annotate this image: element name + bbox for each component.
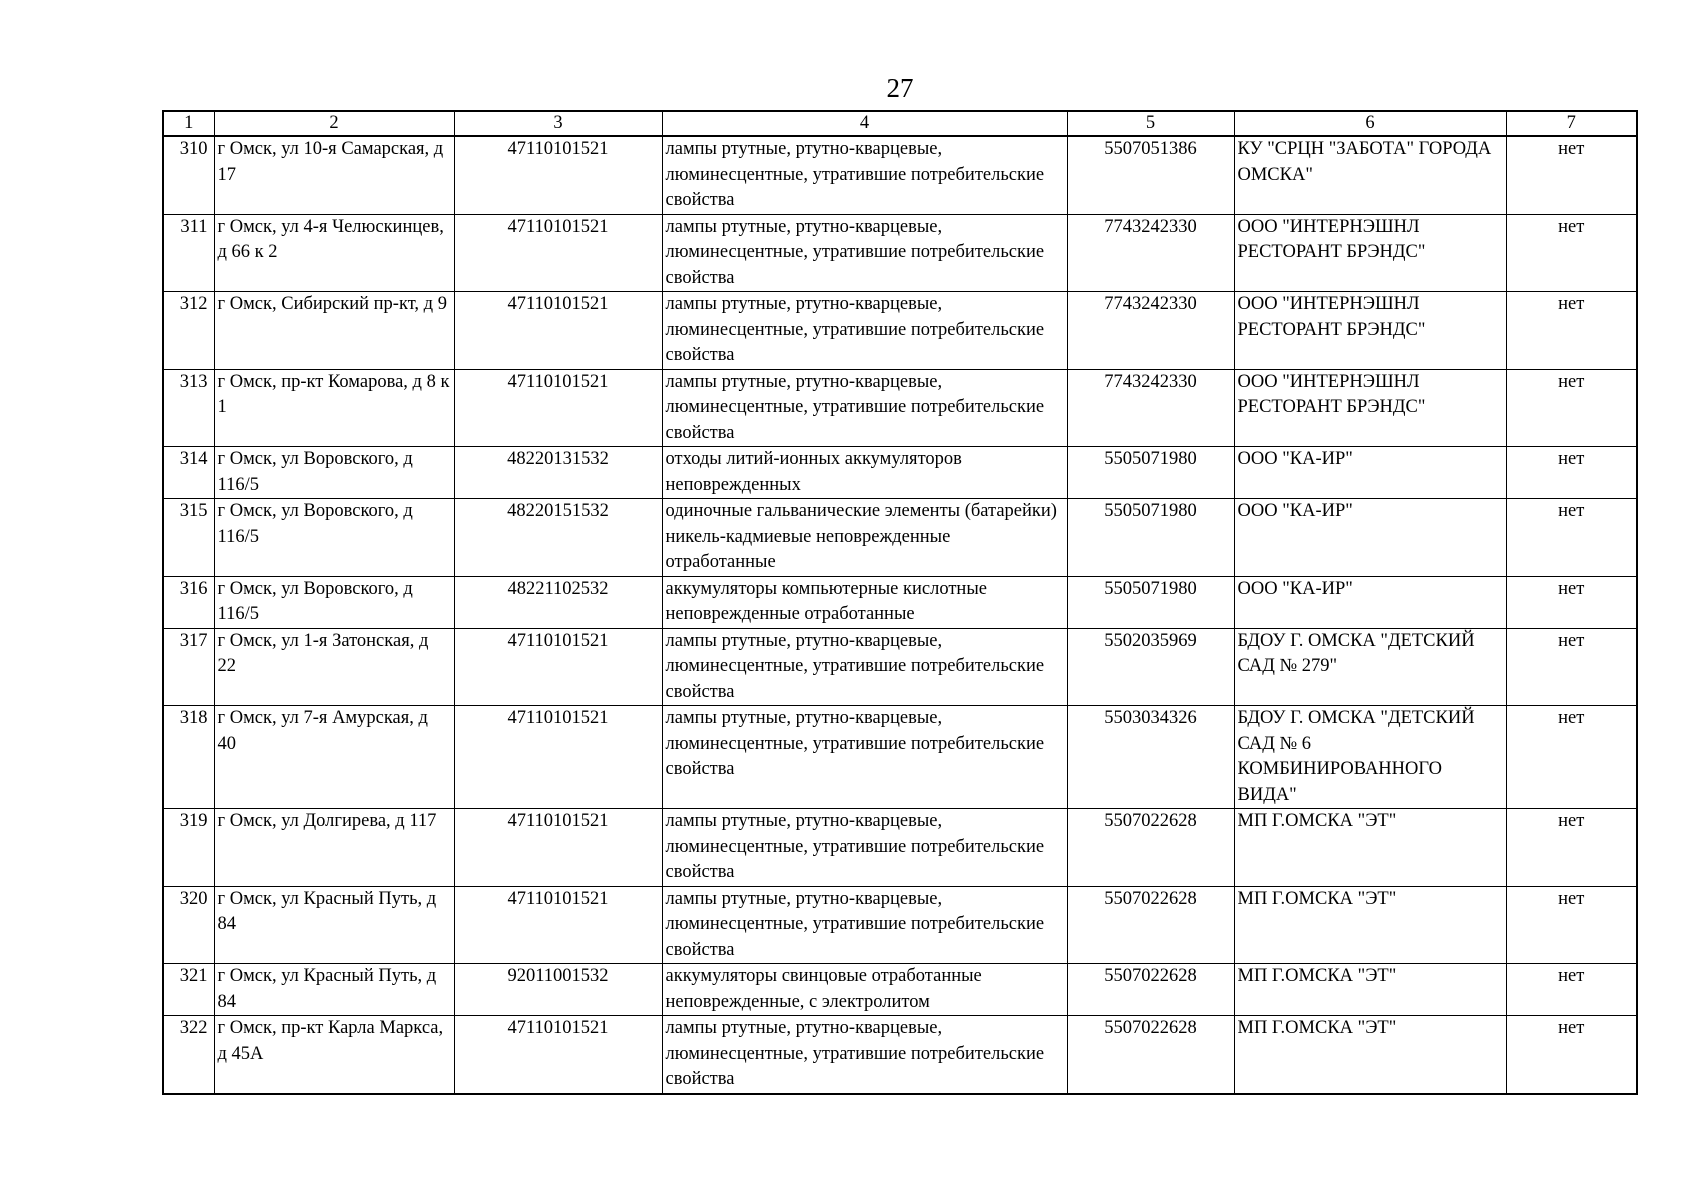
row-number-cell: 311 <box>163 214 214 292</box>
header-cell-5: 5 <box>1067 111 1234 136</box>
address-cell: г Омск, пр-кт Карла Маркса, д 45А <box>214 1016 454 1094</box>
inn-cell: 5503034326 <box>1067 706 1234 809</box>
inn-cell: 5507022628 <box>1067 964 1234 1016</box>
row-number-cell: 318 <box>163 706 214 809</box>
waste-code-cell: 47110101521 <box>454 292 662 370</box>
waste-code-cell: 48220131532 <box>454 447 662 499</box>
header-cell-3: 3 <box>454 111 662 136</box>
table-row <box>163 214 1637 292</box>
inn-cell: 5505071980 <box>1067 447 1234 499</box>
waste-name-cell: лампы ртутные, ртутно-кварцевые, люминесцентные, утратившие потребительские свойства <box>662 1016 1067 1094</box>
organization-cell: ООО "КА-ИР" <box>1234 447 1506 499</box>
inn-cell: 5507022628 <box>1067 809 1234 887</box>
waste-code-cell: 48221102532 <box>454 576 662 628</box>
waste-code-cell: 47110101521 <box>454 706 662 809</box>
address-cell: г Омск, пр-кт Комарова, д 8 к 1 <box>214 369 454 447</box>
waste-name-cell: одиночные гальванические элементы (батарейки) никель-кадмиевые неповрежденные отработанные <box>662 499 1067 577</box>
waste-code-cell: 47110101521 <box>454 369 662 447</box>
organization-cell: МП Г.ОМСКА "ЭТ" <box>1234 886 1506 964</box>
waste-name-cell: лампы ртутные, ртутно-кварцевые, люминесцентные, утратившие потребительские свойства <box>662 706 1067 809</box>
row-number-cell: 322 <box>163 1016 214 1094</box>
registry-table <box>162 110 1638 1095</box>
table-row <box>163 447 1637 499</box>
address-cell: г Омск, ул Красный Путь, д 84 <box>214 886 454 964</box>
organization-cell: ООО "ИНТЕРНЭШНЛ РЕСТОРАНТ БРЭНДС" <box>1234 214 1506 292</box>
flag-cell: нет <box>1506 214 1637 292</box>
address-cell: г Омск, ул Долгирева, д 117 <box>214 809 454 887</box>
organization-cell: МП Г.ОМСКА "ЭТ" <box>1234 964 1506 1016</box>
waste-code-cell: 47110101521 <box>454 628 662 706</box>
flag-cell: нет <box>1506 1016 1637 1094</box>
flag-cell: нет <box>1506 886 1637 964</box>
flag-cell: нет <box>1506 576 1637 628</box>
row-number-cell: 310 <box>163 136 214 214</box>
address-cell: г Омск, ул Воровского, д 116/5 <box>214 576 454 628</box>
address-cell: г Омск, Сибирский пр-кт, д 9 <box>214 292 454 370</box>
inn-cell: 5505071980 <box>1067 576 1234 628</box>
waste-code-cell: 48220151532 <box>454 499 662 577</box>
inn-cell: 5505071980 <box>1067 499 1234 577</box>
row-number-cell: 313 <box>163 369 214 447</box>
address-cell: г Омск, ул Воровского, д 116/5 <box>214 499 454 577</box>
header-cell-7: 7 <box>1506 111 1637 136</box>
address-cell: г Омск, ул Красный Путь, д 84 <box>214 964 454 1016</box>
organization-cell: ООО "КА-ИР" <box>1234 576 1506 628</box>
address-cell: г Омск, ул 1-я Затонская, д 22 <box>214 628 454 706</box>
waste-code-cell: 47110101521 <box>454 809 662 887</box>
table-body <box>163 136 1637 1094</box>
waste-name-cell: лампы ртутные, ртутно-кварцевые, люминесцентные, утратившие потребительские свойства <box>662 809 1067 887</box>
waste-name-cell: аккумуляторы свинцовые отработанные неповрежденные, с электролитом <box>662 964 1067 1016</box>
waste-name-cell: лампы ртутные, ртутно-кварцевые, люминесцентные, утратившие потребительские свойства <box>662 214 1067 292</box>
organization-cell: БДОУ Г. ОМСКА "ДЕТСКИЙ САД № 279" <box>1234 628 1506 706</box>
inn-cell: 5507022628 <box>1067 886 1234 964</box>
waste-code-cell: 92011001532 <box>454 964 662 1016</box>
waste-code-cell: 47110101521 <box>454 886 662 964</box>
row-number-cell: 314 <box>163 447 214 499</box>
header-cell-1: 1 <box>163 111 214 136</box>
address-cell: г Омск, ул 7-я Амурская, д 40 <box>214 706 454 809</box>
flag-cell: нет <box>1506 964 1637 1016</box>
header-cell-6: 6 <box>1234 111 1506 136</box>
flag-cell: нет <box>1506 809 1637 887</box>
table-row <box>163 886 1637 964</box>
table-row <box>163 369 1637 447</box>
flag-cell: нет <box>1506 136 1637 214</box>
row-number-cell: 317 <box>163 628 214 706</box>
waste-name-cell: лампы ртутные, ртутно-кварцевые, люминесцентные, утратившие потребительские свойства <box>662 886 1067 964</box>
table-header <box>163 111 1637 136</box>
header-cell-2: 2 <box>214 111 454 136</box>
table-row <box>163 136 1637 214</box>
table-row <box>163 499 1637 577</box>
address-cell: г Омск, ул Воровского, д 116/5 <box>214 447 454 499</box>
flag-cell: нет <box>1506 706 1637 809</box>
table-row <box>163 706 1637 809</box>
inn-cell: 7743242330 <box>1067 369 1234 447</box>
organization-cell: БДОУ Г. ОМСКА "ДЕТСКИЙ САД № 6 КОМБИНИРОВАННОГО ВИДА" <box>1234 706 1506 809</box>
flag-cell: нет <box>1506 447 1637 499</box>
address-cell: г Омск, ул 10-я Самарская, д 17 <box>214 136 454 214</box>
header-cell-4: 4 <box>662 111 1067 136</box>
flag-cell: нет <box>1506 628 1637 706</box>
row-number-cell: 312 <box>163 292 214 370</box>
organization-cell: КУ "СРЦН "ЗАБОТА" ГОРОДА ОМСКА" <box>1234 136 1506 214</box>
row-number-cell: 315 <box>163 499 214 577</box>
flag-cell: нет <box>1506 292 1637 370</box>
inn-cell: 7743242330 <box>1067 214 1234 292</box>
waste-name-cell: лампы ртутные, ртутно-кварцевые, люминесцентные, утратившие потребительские свойства <box>662 136 1067 214</box>
inn-cell: 5507022628 <box>1067 1016 1234 1094</box>
page-number: 27 <box>886 73 914 103</box>
waste-code-cell: 47110101521 <box>454 1016 662 1094</box>
waste-name-cell: отходы литий-ионных аккумуляторов неповрежденных <box>662 447 1067 499</box>
flag-cell: нет <box>1506 499 1637 577</box>
organization-cell: ООО "ИНТЕРНЭШНЛ РЕСТОРАНТ БРЭНДС" <box>1234 292 1506 370</box>
waste-code-cell: 47110101521 <box>454 136 662 214</box>
flag-cell: нет <box>1506 369 1637 447</box>
organization-cell: МП Г.ОМСКА "ЭТ" <box>1234 809 1506 887</box>
waste-name-cell: аккумуляторы компьютерные кислотные неповрежденные отработанные <box>662 576 1067 628</box>
row-number-cell: 321 <box>163 964 214 1016</box>
waste-code-cell: 47110101521 <box>454 214 662 292</box>
organization-cell: ООО "КА-ИР" <box>1234 499 1506 577</box>
inn-cell: 5507051386 <box>1067 136 1234 214</box>
table-row <box>163 628 1637 706</box>
table-row <box>163 964 1637 1016</box>
table-row <box>163 1016 1637 1094</box>
waste-name-cell: лампы ртутные, ртутно-кварцевые, люминесцентные, утратившие потребительские свойства <box>662 628 1067 706</box>
waste-name-cell: лампы ртутные, ртутно-кварцевые, люминесцентные, утратившие потребительские свойства <box>662 292 1067 370</box>
table-row <box>163 292 1637 370</box>
row-number-cell: 320 <box>163 886 214 964</box>
waste-name-cell: лампы ртутные, ртутно-кварцевые, люминесцентные, утратившие потребительские свойства <box>662 369 1067 447</box>
organization-cell: МП Г.ОМСКА "ЭТ" <box>1234 1016 1506 1094</box>
table-row <box>163 809 1637 887</box>
organization-cell: ООО "ИНТЕРНЭШНЛ РЕСТОРАНТ БРЭНДС" <box>1234 369 1506 447</box>
row-number-cell: 319 <box>163 809 214 887</box>
header-row <box>163 111 1637 136</box>
row-number-cell: 316 <box>163 576 214 628</box>
address-cell: г Омск, ул 4-я Челюскинцев, д 66 к 2 <box>214 214 454 292</box>
inn-cell: 5502035969 <box>1067 628 1234 706</box>
table-row <box>163 576 1637 628</box>
inn-cell: 7743242330 <box>1067 292 1234 370</box>
